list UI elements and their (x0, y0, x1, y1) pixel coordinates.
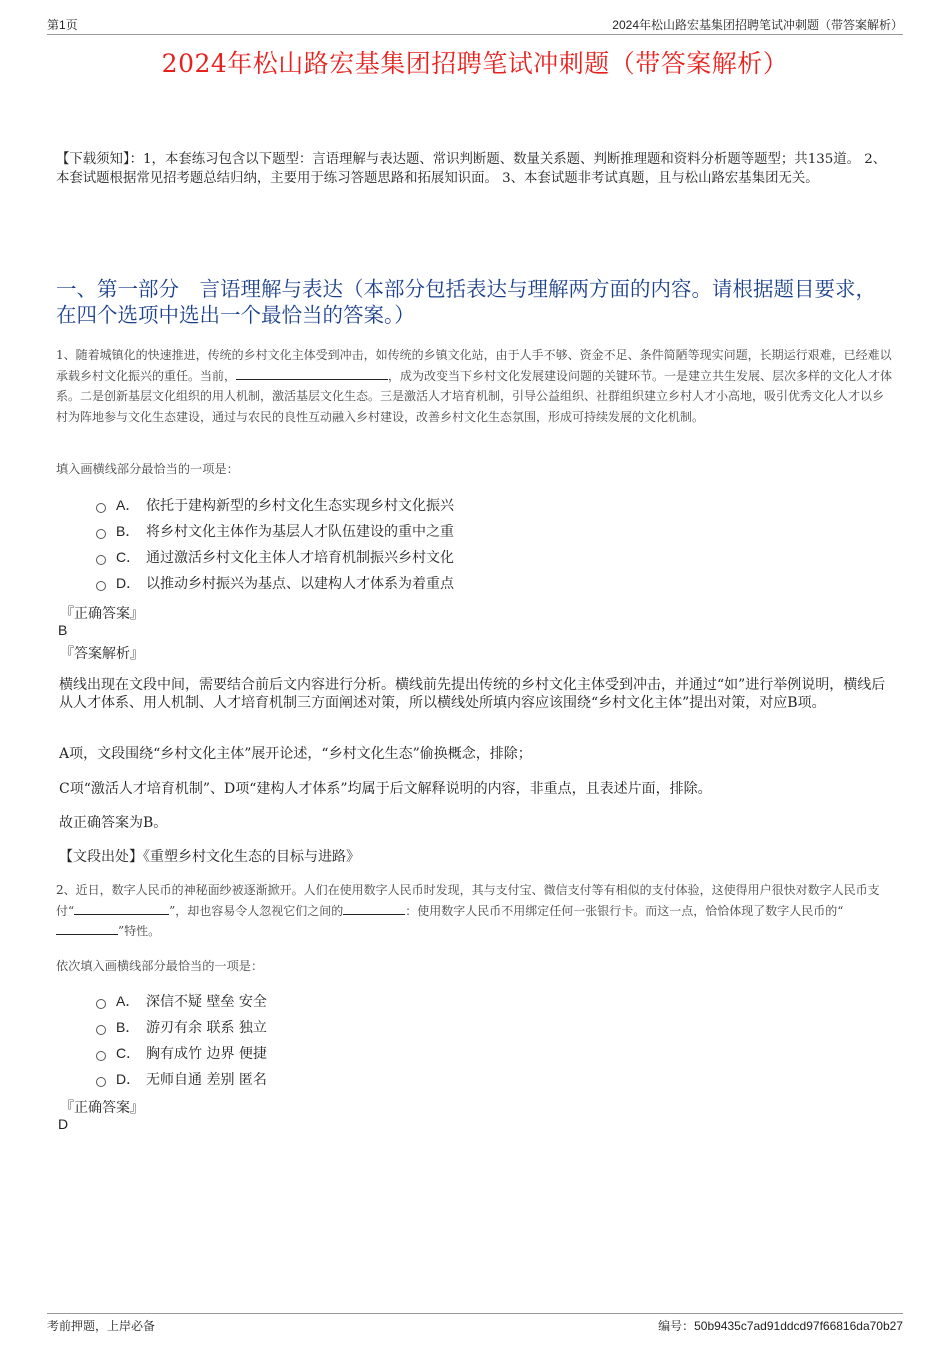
question-1-options (96, 492, 454, 596)
question-2-options (96, 988, 267, 1092)
radio-icon[interactable] (96, 529, 106, 539)
option-text: 深信不疑 壁垒 安全 (146, 994, 267, 1010)
option-letter: D． (116, 1071, 141, 1087)
radio-icon[interactable] (96, 1077, 106, 1087)
option-b[interactable] (96, 518, 454, 544)
analysis-paragraph: A项，文段围绕“乡村文化主体”展开论述，“乡村文化生态”偷换概念，排除； (59, 746, 532, 762)
section-heading: 一、第一部分 言语理解与表达（本部分包括表达与理解两方面的内容。请根据题目要求，在四个选项中选出一个最恰当的答案。） (56, 277, 876, 327)
analysis-label: 『答案解析』 (60, 646, 144, 662)
footer-slogan: 考前押题，上岸必备 (47, 1319, 156, 1333)
option-d[interactable] (96, 1066, 267, 1092)
option-text: 通过激活乡村文化主体人才培育机制振兴乡村文化 (146, 550, 454, 566)
source-citation: 【文段出处】《重塑乡村文化生态的目标与进路》 (59, 849, 360, 865)
option-letter: D． (116, 575, 141, 591)
answer-blank (343, 902, 405, 915)
question-2-text-part: 2、近日，数字人民币的神秘面纱被逐渐掀开。人们在使用数字人民币时发现，其与支付宝、微信支付等有相似的支付体验，这使得用户很快对数字人民币支付“ (56, 883, 880, 918)
question-1-text-before: 1、随着城镇化的快速推进，传统的乡村文化主体受到冲击，如传统的乡镇文化站，由于人手不够、资金不足、条件简陋等现实问题，长期运行艰难，已经难以承载乡村文化振兴的重任。当前， (56, 348, 892, 383)
answer-blank (74, 902, 169, 915)
correct-answer-label: 『正确答案』 (60, 1100, 144, 1116)
page-header (47, 14, 903, 35)
download-notice: 【下载须知】：1，本套练习包含以下题型：言语理解与表达题、常识判断题、数量关系题、判断推理题和资料分析题等题型；共135道。 2、本套试题根据常见招考题总结归纳，主要用于练习答题思路和拓展知识面。 3、本套试题非考试真题，且与松山路宏基集团无关。 (56, 152, 887, 186)
analysis-paragraph: 故正确答案为B。 (59, 815, 168, 831)
option-a[interactable] (96, 492, 454, 518)
option-text: 以推动乡村振兴为基点、以建构人才体系为着重点 (146, 576, 454, 592)
option-text: 胸有成竹 边界 便捷 (146, 1046, 267, 1062)
question-2-text (56, 880, 894, 942)
correct-answer-label: 『正确答案』 (60, 606, 144, 622)
analysis-paragraph: 横线出现在文段中间，需要结合前后文内容进行分析。横线前先提出传统的乡村文化主体受到冲击，并通过“如”进行举例说明，横线后从人才体系、用人机制、人才培育机制三方面阐述对策，所以横线处所填内容应该围绕“乡村文化主体”提出对策，对应B项。 (59, 677, 886, 711)
option-letter: A． (116, 993, 140, 1009)
option-d[interactable] (96, 570, 454, 596)
option-text: 将乡村文化主体作为基层人才队伍建设的重中之重 (146, 524, 454, 540)
footer-serial: 编号：50b9435c7ad91ddcd97f66816da70b27 (658, 1319, 903, 1333)
option-b[interactable] (96, 1014, 267, 1040)
question-2-text-part: ”特性。 (118, 924, 161, 938)
question-1-text-after: ，成为改变当下乡村文化发展建设问题的关键环节。一是建立共生发展、层次多样的文化人才体系。二是创新基层文化组织的用人机制，激活基层文化生态。三是激活人才培育机制，引导公益组织、社群组织建立乡村人才小高地，吸引优秀文化人才以乡村为阵地参与文化生态建设，通过与农民的良性互动融入乡村建设，改善乡村文化生态氛围，形成可持续发展的文化机制。 (56, 368, 893, 424)
correct-answer: B (58, 622, 68, 638)
radio-icon[interactable] (96, 999, 106, 1009)
option-letter: A． (116, 497, 140, 513)
option-a[interactable] (96, 988, 267, 1014)
question-1-text (56, 345, 894, 427)
analysis-paragraph: C项“激活人才培育机制”、D项“建构人才体系”均属于后文解释说明的内容，非重点，且表述片面，排除。 (59, 781, 712, 797)
page-title: 2024年松山路宏基集团招聘笔试冲刺题（带答案解析） (161, 49, 789, 78)
radio-icon[interactable] (96, 581, 106, 591)
page-footer (47, 1313, 903, 1332)
answer-blank (56, 922, 118, 935)
radio-icon[interactable] (96, 1025, 106, 1035)
option-letter: C． (116, 549, 141, 565)
option-letter: B． (116, 1019, 140, 1035)
option-text: 游刃有余 联系 独立 (146, 1020, 267, 1036)
correct-answer: D (58, 1116, 69, 1132)
radio-icon[interactable] (96, 1051, 106, 1061)
question-2-text-part: ：使用数字人民币不用绑定任何一张银行卡。而这一点，恰恰体现了数字人民币的“ (405, 903, 844, 918)
answer-blank (236, 367, 388, 380)
option-c[interactable] (96, 544, 454, 570)
option-text: 依托于建构新型的乡村文化生态实现乡村文化振兴 (146, 498, 454, 514)
radio-icon[interactable] (96, 503, 106, 513)
question-2-prompt: 依次填入画横线部分最恰当的一项是： (56, 959, 264, 973)
option-c[interactable] (96, 1040, 267, 1066)
question-1-prompt: 填入画横线部分最恰当的一项是： (56, 462, 239, 476)
page-number: 第1页 (47, 18, 78, 32)
option-letter: B． (116, 523, 140, 539)
option-letter: C． (116, 1045, 141, 1061)
header-doc-title: 2024年松山路宏基集团招聘笔试冲刺题（带答案解析） (612, 18, 903, 32)
radio-icon[interactable] (96, 555, 106, 565)
question-2-text-part: ”，却也容易令人忽视它们之间的 (169, 903, 344, 918)
option-text: 无师自通 差别 匿名 (146, 1072, 267, 1088)
